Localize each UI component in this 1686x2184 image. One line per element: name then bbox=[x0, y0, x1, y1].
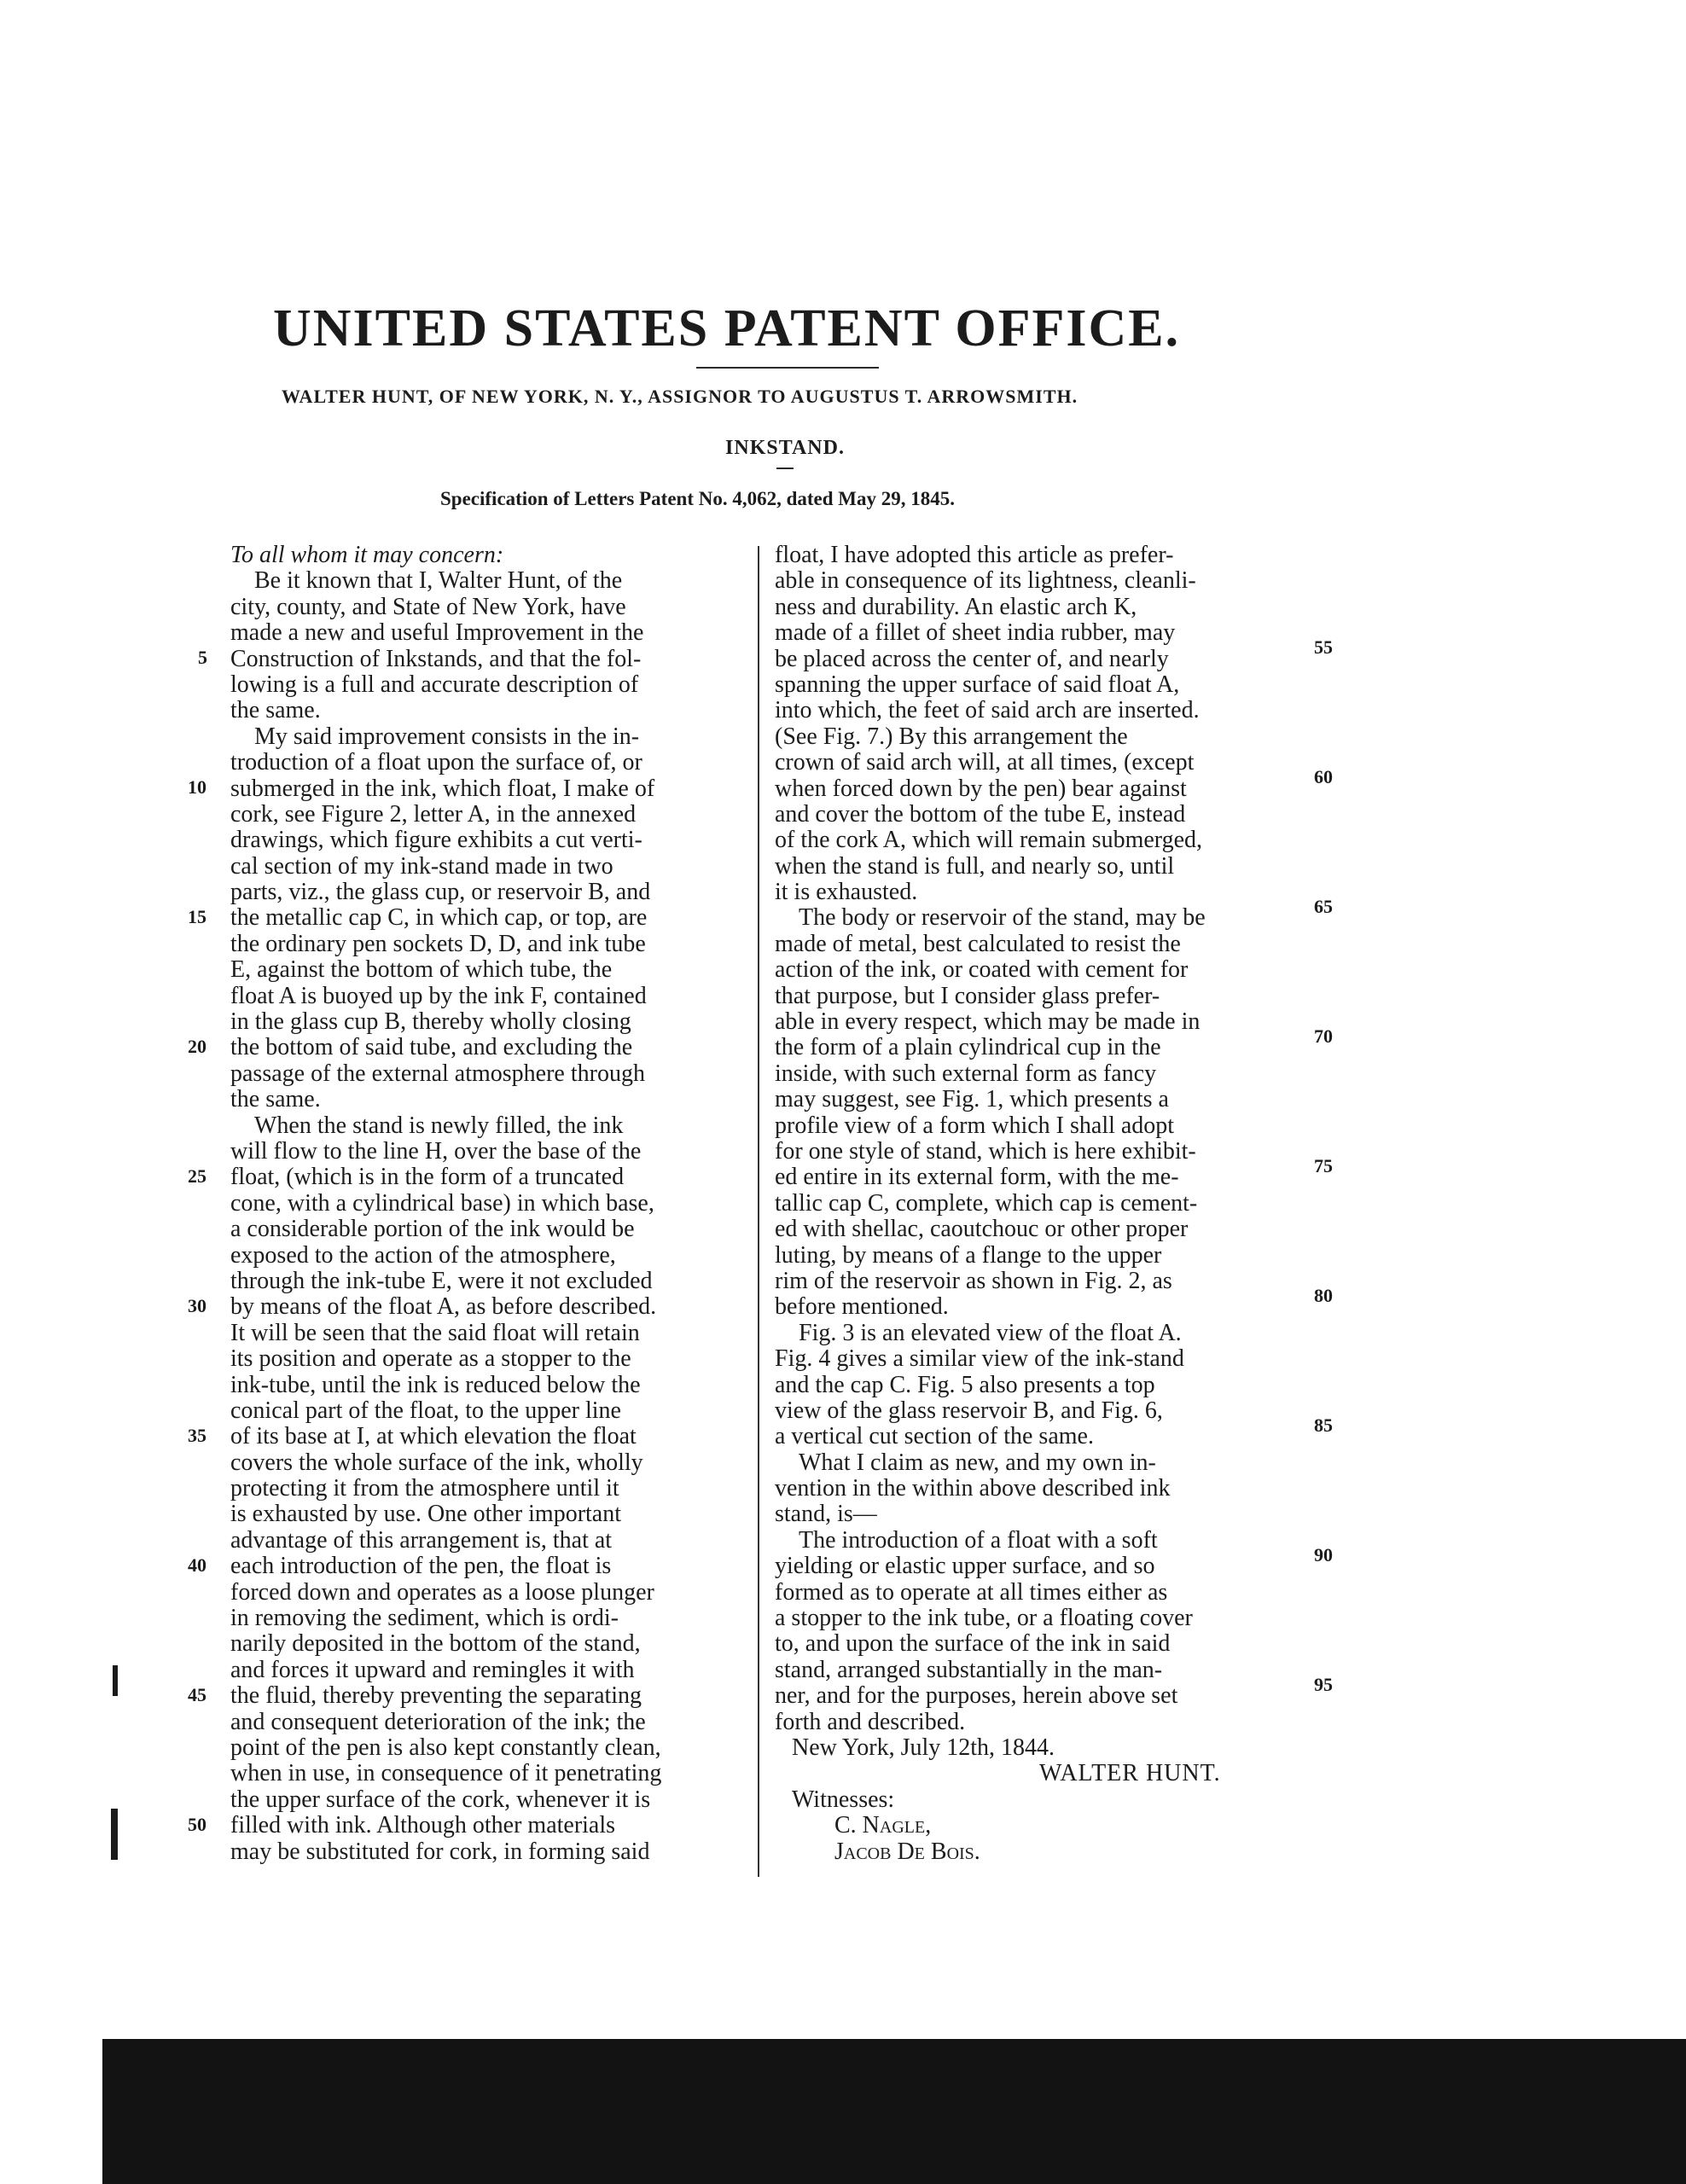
line-number: 5 bbox=[198, 647, 207, 668]
text-line: float A is buoyed up by the ink F, contained bbox=[230, 982, 647, 1009]
line-number: 35 bbox=[188, 1425, 206, 1446]
text-line: forced down and operates as a loose plunger bbox=[230, 1578, 654, 1606]
text-line: the form of a plain cylindrical cup in the bbox=[775, 1034, 1161, 1061]
text-line: narily deposited in the bottom of the stand, bbox=[230, 1630, 641, 1658]
text-line: luting, by means of a flange to the upper bbox=[775, 1241, 1162, 1269]
text-line: cork, see Figure 2, letter A, in the annexed bbox=[230, 800, 637, 828]
scan-shadow-band bbox=[102, 2039, 1686, 2184]
text-line: the upper surface of the cork, whenever it is bbox=[230, 1786, 651, 1813]
line-number: 40 bbox=[188, 1554, 206, 1576]
text-line: crown of said arch will, at all times, (except bbox=[775, 749, 1195, 776]
text-line: When the stand is newly filled, the ink bbox=[254, 1112, 624, 1139]
text-line: spanning the upper surface of said float A, bbox=[775, 671, 1180, 698]
line-number: 95 bbox=[1314, 1674, 1333, 1695]
text-line: when forced down by the pen) bear against bbox=[775, 775, 1187, 802]
text-line: and forces it upward and remingles it with bbox=[230, 1656, 635, 1683]
text-line: (See Fig. 7.) By this arrangement the bbox=[775, 723, 1128, 750]
line-number: 70 bbox=[1314, 1025, 1333, 1047]
text-line: when in use, in consequence of it penetrating bbox=[230, 1760, 662, 1787]
text-line: each introduction of the pen, the float is bbox=[230, 1553, 612, 1580]
text-line: stand, is— bbox=[775, 1501, 877, 1528]
line-number: 50 bbox=[188, 1814, 206, 1835]
text-line: in the glass cup B, thereby wholly closing bbox=[230, 1008, 631, 1036]
line-number: 65 bbox=[1314, 896, 1333, 917]
text-line: parts, viz., the glass cup, or reservoir B, and bbox=[230, 879, 651, 906]
column-divider bbox=[758, 546, 759, 1877]
text-line: will flow to the line H, over the base of the bbox=[230, 1137, 642, 1165]
text-line: troduction of a float upon the surface of, or bbox=[230, 749, 642, 776]
line-number: 20 bbox=[188, 1036, 206, 1057]
text-line: be placed across the center of, and nearly bbox=[775, 645, 1169, 672]
title-rule bbox=[696, 367, 879, 369]
text-line: a stopper to the ink tube, or a floating cover bbox=[775, 1605, 1193, 1632]
text-line: ink-tube, until the ink is reduced below the bbox=[230, 1371, 641, 1398]
short-rule bbox=[776, 468, 794, 469]
text-line: forth and described. bbox=[775, 1708, 966, 1735]
line-number: 25 bbox=[188, 1165, 206, 1187]
text-line: to, and upon the surface of the ink in said bbox=[775, 1630, 1171, 1658]
text-line: My said improvement consists in the in- bbox=[254, 723, 640, 750]
text-line: Fig. 4 gives a similar view of the ink-stand bbox=[775, 1345, 1184, 1373]
text-line: ness and durability. An elastic arch K, bbox=[775, 593, 1137, 620]
text-line: the ordinary pen sockets D, D, and ink tube bbox=[230, 930, 646, 957]
text-line: filled with ink. Although other materials bbox=[230, 1812, 616, 1839]
line-number: 85 bbox=[1314, 1414, 1333, 1436]
text-line: able in consequence of its lightness, cleanli- bbox=[775, 567, 1196, 595]
text-line: float, I have adopted this article as prefer- bbox=[775, 542, 1174, 568]
text-line: a considerable portion of the ink would be bbox=[230, 1216, 635, 1243]
text-line: may suggest, see Fig. 1, which presents a bbox=[775, 1086, 1169, 1113]
text-line: conical part of the float, to the upper line bbox=[230, 1397, 621, 1424]
text-line: The body or reservoir of the stand, may be bbox=[799, 904, 1206, 932]
text-line: and consequent deterioration of the ink; the bbox=[230, 1708, 646, 1735]
text-line: able in every respect, which may be made in bbox=[775, 1008, 1201, 1036]
text-line: What I claim as new, and my own in- bbox=[799, 1449, 1156, 1476]
line-number: 15 bbox=[188, 906, 206, 927]
text-line: submerged in the ink, which float, I make of bbox=[230, 775, 655, 802]
line-number: 55 bbox=[1314, 636, 1333, 658]
text-line: ed with shellac, caoutchouc or other proper bbox=[775, 1216, 1189, 1243]
scan-mark bbox=[113, 1665, 118, 1696]
text-line: of its base at I, at which elevation the float bbox=[230, 1423, 637, 1450]
text-line: through the ink-tube E, were it not excluded bbox=[230, 1267, 653, 1294]
assignor-line: WALTER HUNT, OF NEW YORK, N. Y., ASSIGNOR TO AUGUSTUS T. ARROWSMITH. bbox=[282, 386, 1078, 407]
text-line: made of metal, best calculated to resist the bbox=[775, 930, 1181, 957]
text-line: made of a fillet of sheet india rubber, may bbox=[775, 619, 1176, 647]
text-line: lowing is a full and accurate description of bbox=[230, 671, 639, 698]
line-number: 30 bbox=[188, 1295, 206, 1316]
text-line: into which, the feet of said arch are inserted. bbox=[775, 697, 1200, 724]
text-line: passage of the external atmosphere through bbox=[230, 1060, 645, 1087]
text-line: cal section of my ink-stand made in two bbox=[230, 852, 613, 880]
text-line: float, (which is in the form of a truncated bbox=[230, 1164, 625, 1191]
text-line: by means of the float A, as before described. bbox=[230, 1293, 657, 1321]
text-line: city, county, and State of New York, have bbox=[230, 593, 626, 620]
specification-line: Specification of Letters Patent No. 4,062, dated May 29, 1845. bbox=[440, 488, 956, 509]
text-line: ner, and for the purposes, herein above set bbox=[775, 1682, 1178, 1710]
line-number: 75 bbox=[1314, 1155, 1333, 1176]
line-number: 10 bbox=[188, 776, 206, 798]
text-line: its position and operate as a stopper to the bbox=[230, 1345, 631, 1373]
text-line: the metallic cap C, in which cap, or top, are bbox=[230, 904, 648, 932]
text-line: advantage of this arrangement is, that at bbox=[230, 1526, 613, 1554]
line-number: 45 bbox=[188, 1684, 206, 1705]
witnesses-label: Witnesses: bbox=[792, 1786, 895, 1813]
text-line: Be it known that I, Walter Hunt, of the bbox=[254, 567, 623, 595]
text-line: tallic cap C, complete, which cap is cement- bbox=[775, 1189, 1198, 1217]
text-line: vention in the within above described ink bbox=[775, 1475, 1171, 1502]
text-line: the fluid, thereby preventing the separating bbox=[230, 1682, 642, 1710]
text-line: may be substituted for cork, in forming said bbox=[230, 1838, 650, 1865]
text-line: that purpose, but I consider glass prefer- bbox=[775, 982, 1160, 1009]
text-line: stand, arranged substantially in the man- bbox=[775, 1656, 1163, 1683]
line-number: 80 bbox=[1314, 1285, 1333, 1306]
text-line: It will be seen that the said float will retain bbox=[230, 1319, 640, 1346]
line-number: 60 bbox=[1314, 766, 1333, 787]
text-line: and cover the bottom of the tube E, instead bbox=[775, 800, 1186, 828]
left-column bbox=[230, 543, 751, 1865]
text-line: made a new and useful Improvement in the bbox=[230, 619, 644, 647]
text-line: Construction of Inkstands, and that the fol- bbox=[230, 645, 642, 672]
witness-name: Jacob De Bois. bbox=[834, 1838, 980, 1865]
text-line: rim of the reservoir as shown in Fig. 2, as bbox=[775, 1267, 1172, 1294]
office-title: UNITED STATES PATENT OFFICE. bbox=[273, 299, 1181, 357]
text-line: a vertical cut section of the same. bbox=[775, 1423, 1094, 1450]
text-line: the same. bbox=[230, 1086, 321, 1113]
text-line: it is exhausted. bbox=[775, 879, 918, 906]
text-line: E, against the bottom of which tube, the bbox=[230, 956, 613, 984]
invention-title: INKSTAND. bbox=[725, 437, 845, 459]
text-line: drawings, which figure exhibits a cut verti- bbox=[230, 827, 642, 854]
text-line: exposed to the action of the atmosphere, bbox=[230, 1241, 616, 1269]
salutation: To all whom it may concern: bbox=[230, 542, 504, 568]
text-line: view of the glass reservoir B, and Fig. 6, bbox=[775, 1397, 1163, 1424]
text-line: profile view of a form which I shall adopt bbox=[775, 1112, 1175, 1139]
text-line: ed entire in its external form, with the me- bbox=[775, 1164, 1179, 1191]
scan-mark bbox=[111, 1809, 118, 1860]
text-line: the bottom of said tube, and excluding the bbox=[230, 1034, 633, 1061]
text-line: covers the whole surface of the ink, wholly bbox=[230, 1449, 643, 1476]
right-column bbox=[775, 543, 1297, 1865]
text-line: for one style of stand, which is here exhibit- bbox=[775, 1137, 1196, 1165]
text-line: before mentioned. bbox=[775, 1293, 949, 1321]
text-line: protecting it from the atmosphere until it bbox=[230, 1475, 619, 1502]
text-line: point of the pen is also kept constantly clean, bbox=[230, 1734, 661, 1761]
text-line: Fig. 3 is an elevated view of the float A. bbox=[799, 1319, 1182, 1346]
text-line: when the stand is full, and nearly so, until bbox=[775, 852, 1175, 880]
signature-date: New York, July 12th, 1844. bbox=[792, 1734, 1055, 1761]
text-line: the same. bbox=[230, 697, 321, 724]
text-line: of the cork A, which will remain submerged, bbox=[775, 827, 1203, 854]
text-line: action of the ink, or coated with cement for bbox=[775, 956, 1189, 984]
text-line: formed as to operate at all times either as bbox=[775, 1578, 1168, 1606]
inventor-signature: WALTER HUNT. bbox=[1039, 1760, 1221, 1787]
text-line: inside, with such external form as fancy bbox=[775, 1060, 1157, 1087]
text-line: The introduction of a float with a soft bbox=[799, 1526, 1158, 1554]
text-line: yielding or elastic upper surface, and so bbox=[775, 1553, 1155, 1580]
text-line: cone, with a cylindrical base) in which base, bbox=[230, 1189, 654, 1217]
text-line: in removing the sediment, which is ordi- bbox=[230, 1605, 619, 1632]
text-line: is exhausted by use. One other important bbox=[230, 1501, 622, 1528]
text-line: and the cap C. Fig. 5 also presents a top bbox=[775, 1371, 1155, 1398]
witness-name: C. Nagle, bbox=[834, 1812, 932, 1839]
line-number: 90 bbox=[1314, 1544, 1333, 1565]
